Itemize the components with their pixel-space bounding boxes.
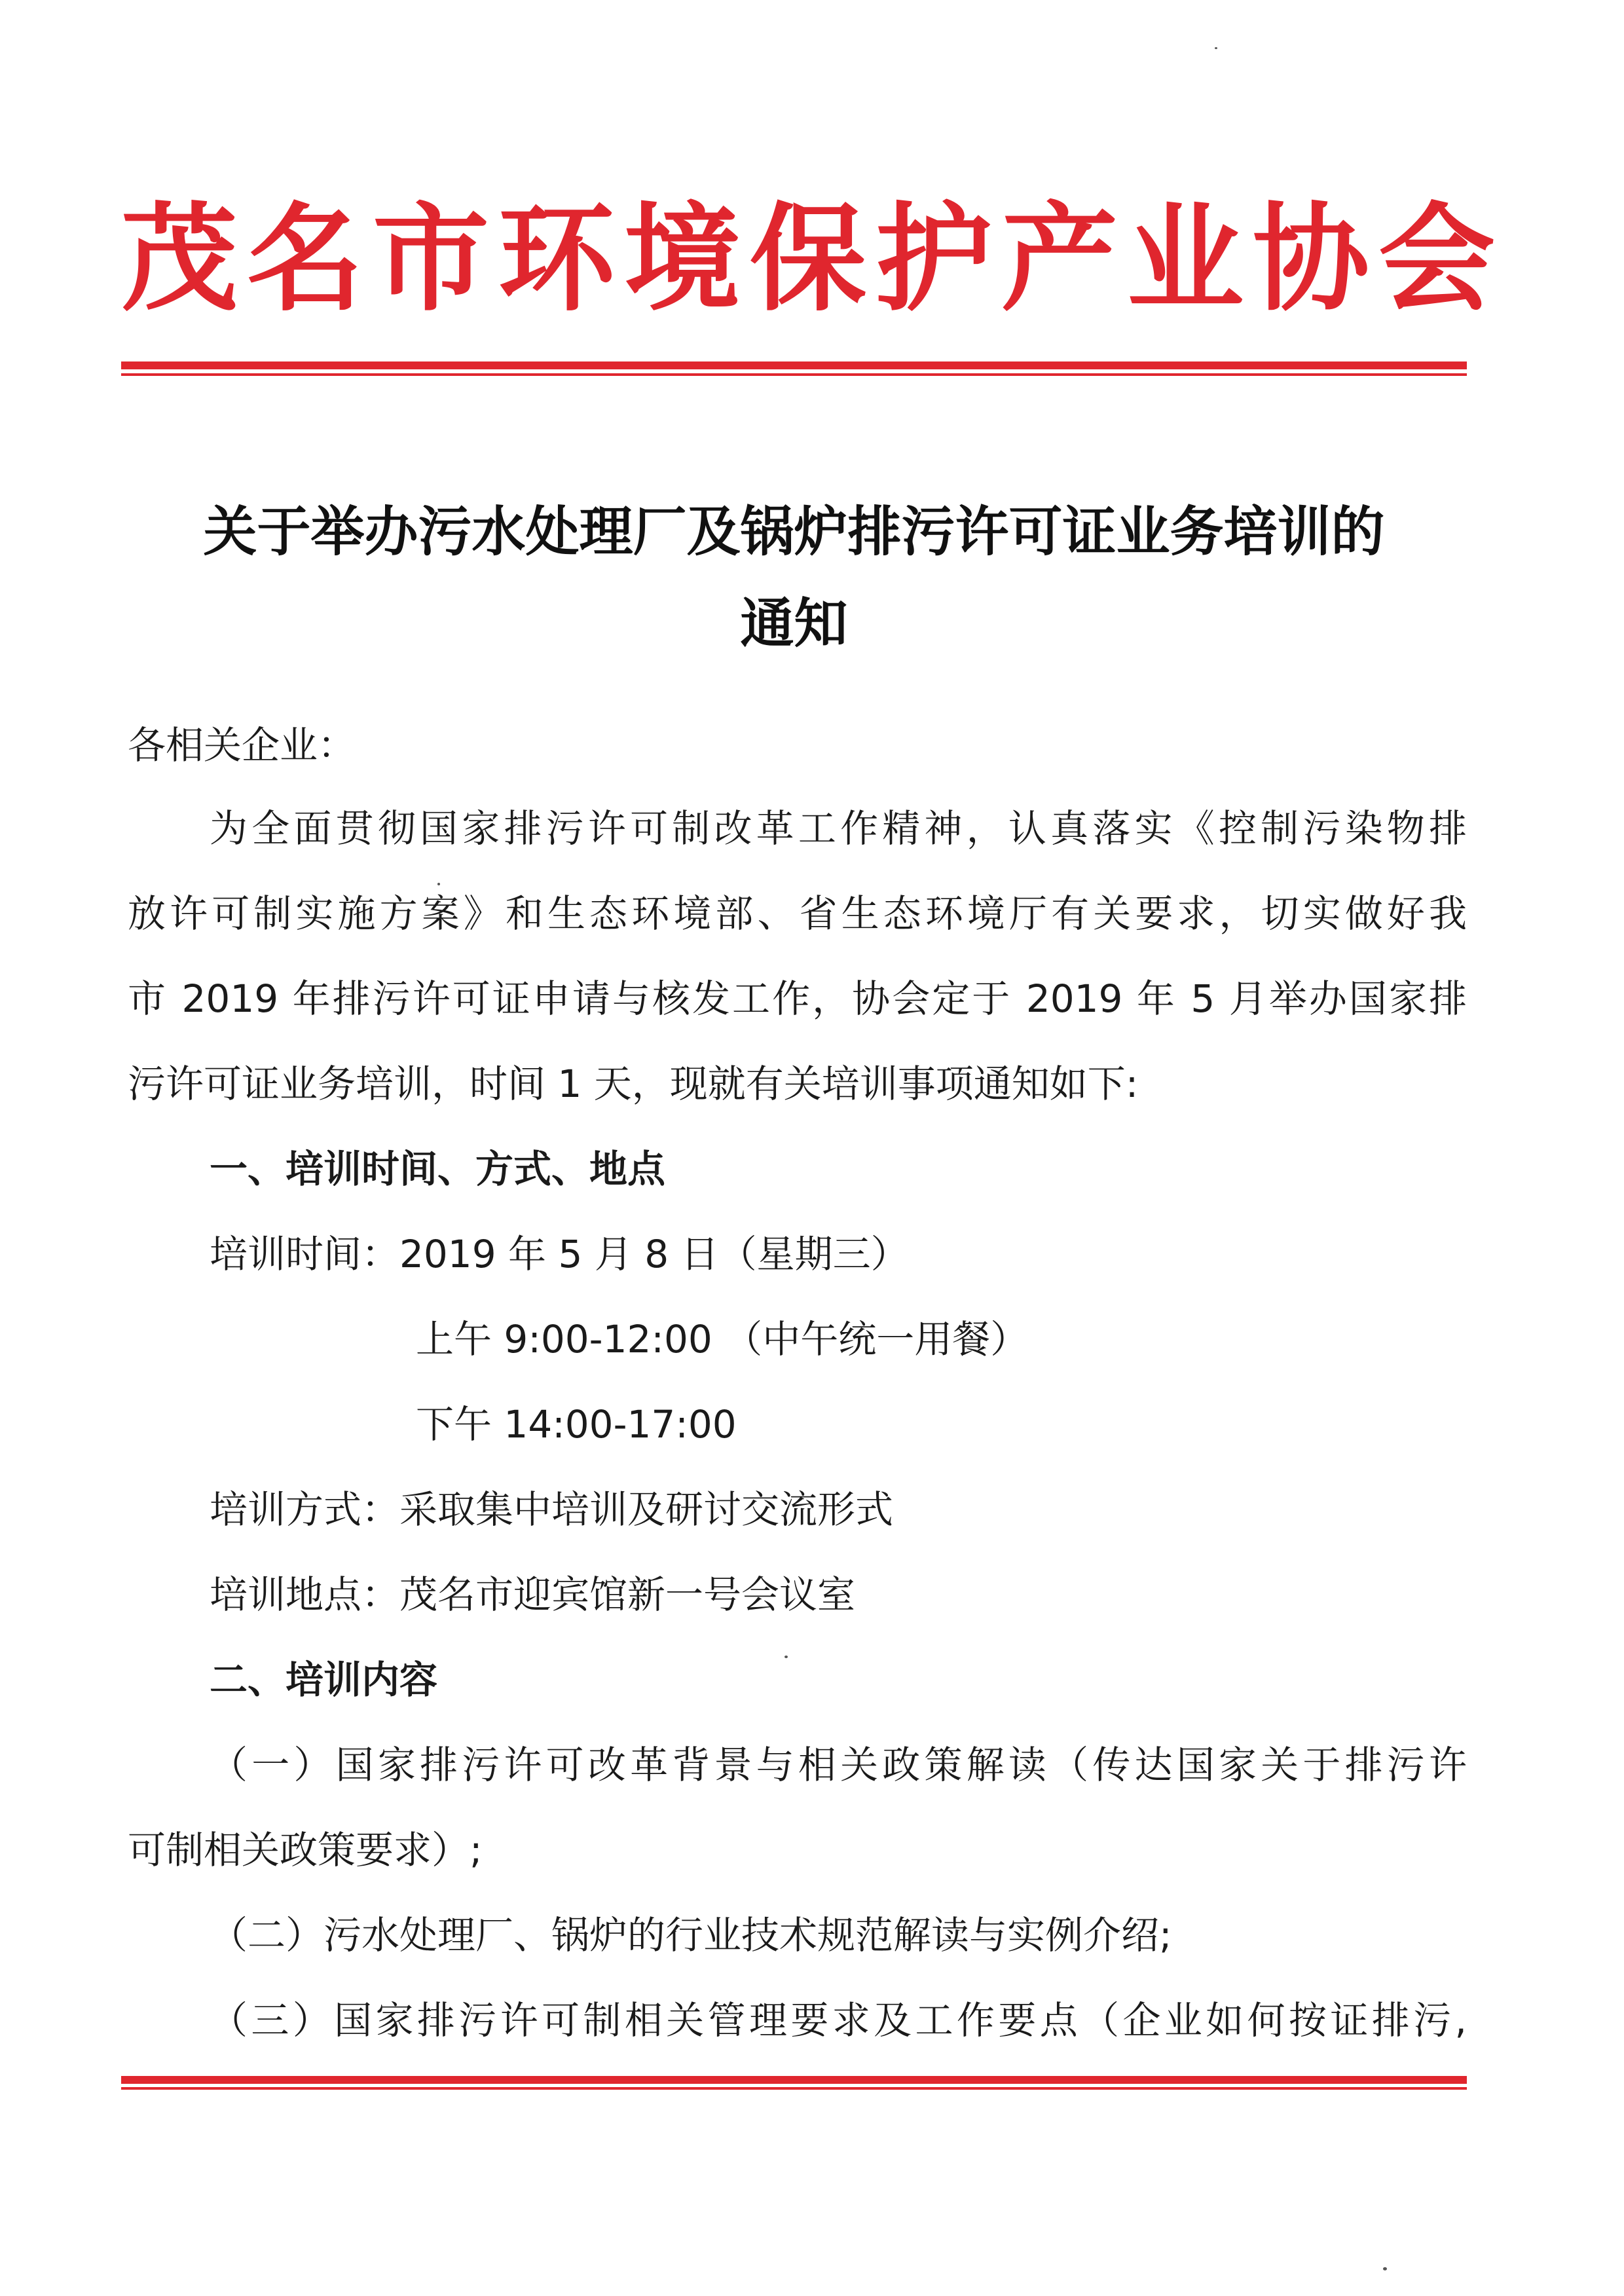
content-item3-line1: （三）国家排污许可制相关管理要求及工作要点（企业如何按证排污,	[210, 1998, 1467, 2043]
intro-paragraph-line2: 放许可制实施方案》和生态环境部、省生态环境厅有关要求，切实做好我	[128, 891, 1467, 936]
document-title-line2: 通知	[740, 592, 848, 655]
training-location: 培训地点：茂名市迎宾馆新一号会议室	[210, 1572, 856, 1617]
content-item1-line1: （一）国家排污许可改革背景与相关政策解读（传达国家关于排污许	[210, 1743, 1467, 1787]
footer-rule-thick	[121, 2076, 1467, 2084]
section1-heading: 一、培训时间、方式、地点	[210, 1147, 666, 1191]
content-item2: （二）污水处理厂、锅炉的行业技术规范解读与实例介绍;	[210, 1913, 1172, 1957]
scan-speck	[1215, 47, 1217, 49]
scan-speck	[784, 1656, 788, 1658]
intro-paragraph-line1: 为全面贯彻国家排污许可制改革工作精神，认真落实《控制污染物排	[210, 806, 1467, 851]
training-time-morning: 上午 9:00-12:00 （中午统一用餐）	[416, 1317, 1029, 1361]
footer-rule-thin	[121, 2087, 1467, 2090]
letterhead-org-name: 茂名市环境保护产业协会	[121, 190, 1504, 327]
letterhead-rule-thin	[121, 373, 1467, 376]
document-title-line1: 关于举办污水处理厂及锅炉排污许可证业务培训的	[203, 500, 1385, 563]
section2-heading: 二、培训内容	[210, 1657, 438, 1702]
training-time-date: 培训时间：2019 年 5 月 8 日（星期三）	[210, 1232, 909, 1276]
training-time-afternoon: 下午 14:00-17:00	[416, 1402, 737, 1447]
letterhead-rule-thick	[121, 361, 1467, 369]
intro-paragraph-line4: 污许可证业务培训，时间 1 天，现就有关培训事项通知如下:	[128, 1062, 1139, 1106]
scan-speck	[1383, 2267, 1387, 2270]
training-method: 培训方式：采取集中培训及研讨交流形式	[210, 1487, 894, 1532]
content-item1-line2: 可制相关政策要求）;	[128, 1828, 483, 1872]
salutation: 各相关企业：	[128, 723, 356, 768]
intro-paragraph-line3: 市 2019 年排污许可证申请与核发工作，协会定于 2019 年 5 月举办国家排	[128, 976, 1467, 1021]
scan-speck	[437, 883, 440, 885]
